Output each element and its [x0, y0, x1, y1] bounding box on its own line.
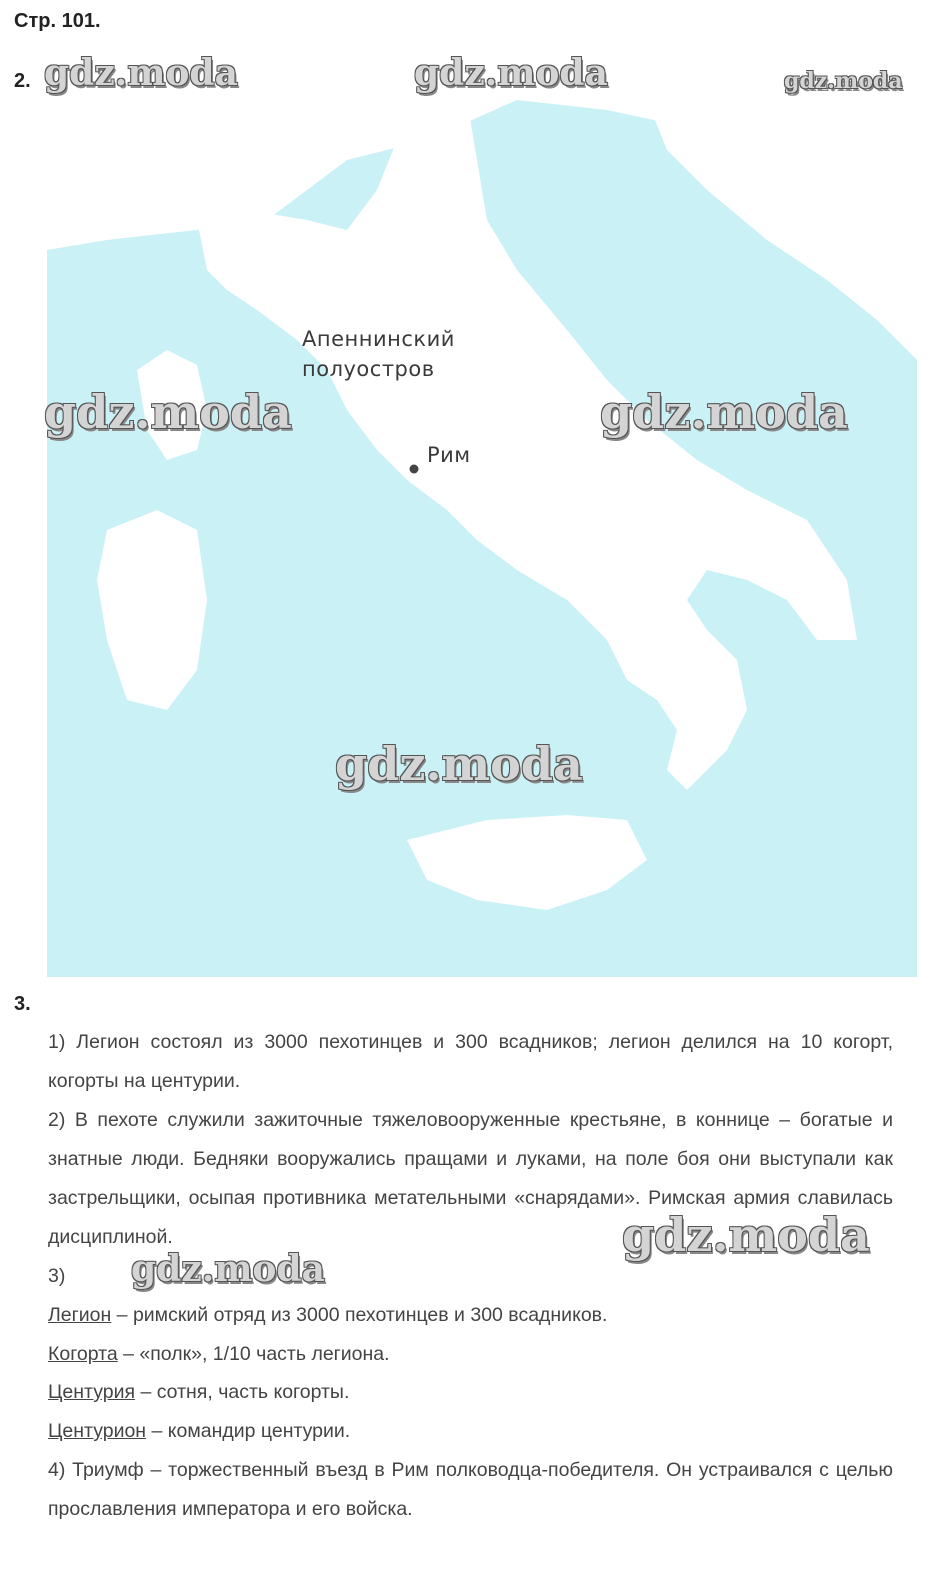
italy-map: [47, 100, 917, 977]
definition-row: [48, 1335, 893, 1374]
watermark: gdz.moda: [600, 385, 848, 439]
definition-row: [48, 1412, 893, 1451]
definition-text: – «полк», 1/10 часть легиона.: [117, 1343, 390, 1365]
answer-item-4: 4) Триумф – торжественный въезд в Рим полководца-победителя. Он устраивался с целью прославления императора и его войска.: [48, 1459, 893, 1520]
map-label-region-line1: Апеннинский: [302, 327, 455, 351]
definition-text: – командир центурии.: [146, 1420, 351, 1442]
definition-row: [48, 1296, 893, 1335]
watermark: gdz.moda: [784, 68, 903, 94]
map-label-region-line2: полуостров: [302, 357, 435, 381]
watermark: gdz.moda: [44, 385, 292, 439]
definition-term: Центурия: [48, 1381, 136, 1403]
watermark: gdz.moda: [335, 737, 583, 791]
definition-term: Когорта: [48, 1343, 118, 1365]
watermark: gdz.moda: [131, 1248, 325, 1290]
answer-item-2: 2) В пехоте служили зажиточные тяжеловооруженные крестьяне, в коннице – богатые и знатные люди. Бедняки вооружались пращами и луками, на поле боя они выступали как застрельщики, осыпая противника метательными «снарядами». Римская армия славилась дисциплиной.: [48, 1109, 893, 1248]
answer-item-1: 1) Легион состоял из 3000 пехотинцев и 300 всадников; легион делился на 10 когорт, когорты на центурии.: [48, 1031, 893, 1092]
task-3-number: 3.: [14, 993, 31, 1015]
definition-row: [48, 1373, 893, 1412]
map-label-rome: Рим: [427, 443, 471, 467]
watermark: gdz.moda: [622, 1208, 870, 1262]
page-header: Стр. 101.: [14, 10, 101, 32]
definition-text: – римский отряд из 3000 пехотинцев и 300 всадников.: [111, 1304, 608, 1326]
definition-term: Легион: [48, 1304, 112, 1326]
watermark: gdz.moda: [414, 52, 608, 94]
watermark: gdz.moda: [44, 52, 238, 94]
rome-dot: [410, 465, 419, 474]
definition-term: Центурион: [48, 1420, 147, 1442]
task-2-number: 2.: [14, 70, 31, 92]
definition-text: – сотня, часть когорты.: [135, 1381, 350, 1403]
answer-item-3-label: 3): [48, 1265, 66, 1287]
